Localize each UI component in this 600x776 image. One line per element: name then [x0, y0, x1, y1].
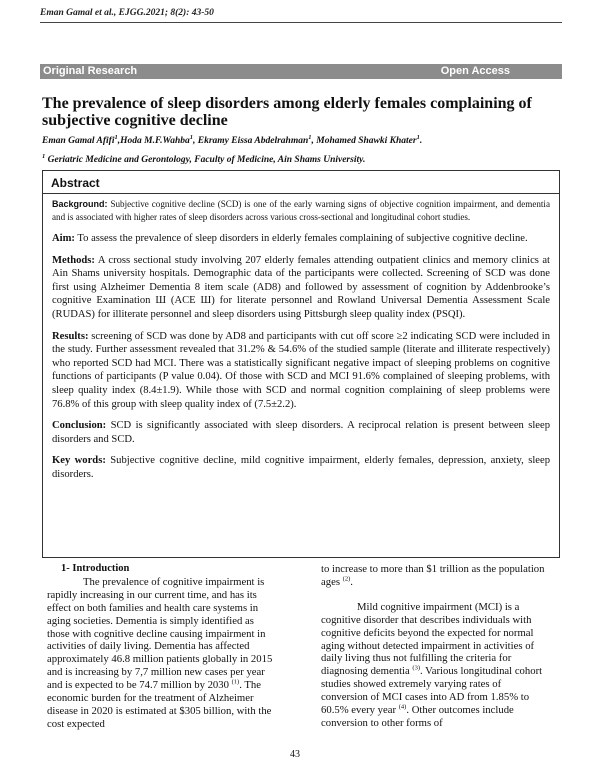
intro-paragraph-2 [321, 601, 550, 730]
author-affiliation-mark: 1 [114, 133, 118, 141]
title-line-1: The prevalence of sleep disorders among elderly females complaining of [42, 95, 532, 112]
abstract-background [52, 198, 550, 224]
conclusion-text: SCD is significantly associated with sleep disorders. A reciprocal relation is present between sleep disorders and SCD. [52, 420, 550, 445]
introduction-heading: 1- Introduction [61, 563, 130, 574]
intro-text: . Other outcomes include conversion to other forms of [321, 704, 514, 729]
background-text: Subjective cognitive decline (SCD) is one of the early warning signs of objective cognition impairment, and dementia and is associated with higher rates of sleep disorders across various cross-sectional and longitudinal cohort studies. [52, 199, 550, 222]
background-label: Background: [52, 199, 108, 209]
author-separator: , [311, 136, 317, 146]
affiliation-mark: 1 [42, 152, 46, 160]
abstract-keywords [52, 454, 550, 481]
abstract-heading: Abstract [51, 176, 100, 190]
article-type-label: Original Research [43, 65, 138, 77]
abstract-results [52, 330, 550, 412]
author-separator: , [117, 136, 121, 146]
page-number: 43 [290, 749, 300, 760]
intro-text: to increase to more than $1 trillion as the population ages [321, 563, 545, 588]
header-rule [40, 22, 562, 23]
open-access-label: Open Access [440, 65, 510, 77]
intro-text: The prevalence of cognitive impairment is rapidly increasing in our current time, and has its effect on both families and health care systems in aging societies. Dementia is simply identified as those with cognitive decline causing impairment in activities of daily living. Dementia has affected approximately 46.8 million patients globally in 2015 and is increasing by 7,7 million new cases per year and is expected to be 74.7 million by 2030 [47, 575, 273, 692]
intro-paragraph-1 [47, 576, 276, 731]
abstract-aim [52, 232, 550, 246]
citation: (2) [342, 575, 351, 583]
author-name: Eman Gamal Afifi [42, 136, 115, 146]
aim-label: Aim: [52, 233, 75, 244]
article-type-banner [40, 64, 562, 79]
author-name: Hoda M.F.Wahba [120, 136, 190, 146]
citation: (4) [398, 703, 407, 711]
abstract-body [52, 198, 550, 490]
abstract-box [42, 170, 560, 558]
affiliation-text: Geriatric Medicine and Gerontology, Faculty of Medicine, Ain Shams University. [45, 155, 366, 165]
abstract-divider [43, 193, 559, 194]
intro-text: Mild cognitive impairment (MCI) is a cognitive disorder that describes individuals with cognitive deficits beyond the expected for normal aging without detected impairment in activities of daily living thus not fulfilling the criteria for diagnosing dementia [321, 600, 535, 678]
intro-text: . Various longitudinal cohort studies showed extremely varying rates of conversion of MCI cases into AD from 1.85% to 60.5% every year [321, 665, 543, 717]
keywords-text: Subjective cognitive decline, mild cognitive impairment, elderly females, depression, anxiety, sleep disorders. [52, 455, 550, 480]
results-label: Results: [52, 330, 89, 342]
methods-label: Methods: [52, 254, 95, 266]
body-column-left [47, 563, 276, 731]
affiliation [42, 154, 562, 166]
results-text: screening of SCD was done by AD8 and participants with cut off score ≥2 indicating SCD were included in the study. Further assessment revealed that 31.2% & 54.6% of the studied sample (literate and illiterate respectively) who reported SCD had MCI. There was a statistically significant negative impact of sleeping problems on cognitive functions of participants (P value 0.04). Of those with SCD and MCI 91.6% complained of sleeping problems, with sleep quality index (8.4±1.9). While those with SCD and normal cognition complaining of sleep problems were 76.8% of this group with sleep quality index of (7.5±2.2). [52, 330, 550, 410]
conclusion-label: Conclusion: [52, 420, 107, 432]
intro-paragraph-1-continued [321, 563, 550, 589]
title-line-2: subjective cognitive decline [42, 112, 228, 129]
author-affiliation-mark: 1 [416, 133, 420, 141]
abstract-conclusion [52, 419, 550, 446]
citation: (1) [231, 678, 240, 686]
paragraph-gap [321, 589, 550, 601]
intro-text: . The economic burden for the treatment of Alzheimer disease in 2020 is estimated at $305 billion, with the cost expected [47, 679, 272, 730]
intro-text: . [350, 575, 353, 588]
aim-text: To assess the prevalence of sleep disorders in elderly females complaining of subjective cognitive decline. [74, 233, 528, 244]
methods-text: A cross sectional study involving 207 elderly females attending outpatient clinics and memory clinics at Ain Shams university hospitals. Demographic data of the participants were collected. Screening of SCD was done first using Alzheimer Dementia 8 item scale (AD8) and followed by assessment of cognition by Addenbrooke’s cognitive Examination Ш (ACE Ш) for literate personnel and Rowland Universal Dementia Assessment Scale (RUDAS) for illiterate personnel and sleep disorders using Pittsburgh sleep quality index (PSQI). [52, 254, 550, 320]
citation: (3) [412, 664, 421, 672]
author-affiliation-mark: 1 [308, 133, 312, 141]
keywords-label: Key words: [52, 455, 106, 467]
author-affiliation-mark: 1 [189, 133, 193, 141]
abstract-methods [52, 254, 550, 322]
author-separator: , [192, 136, 198, 146]
author-list [42, 135, 562, 147]
article-title [42, 95, 562, 129]
author-separator: . [419, 136, 423, 146]
author-name: Ekramy Eissa Abdelrahman [197, 136, 309, 146]
body-column-right [321, 563, 550, 730]
author-name: Mohamed Shawki Khater [316, 136, 417, 146]
running-head: Eman Gamal et al., EJGG.2021; 8(2): 43-50 [40, 8, 214, 18]
